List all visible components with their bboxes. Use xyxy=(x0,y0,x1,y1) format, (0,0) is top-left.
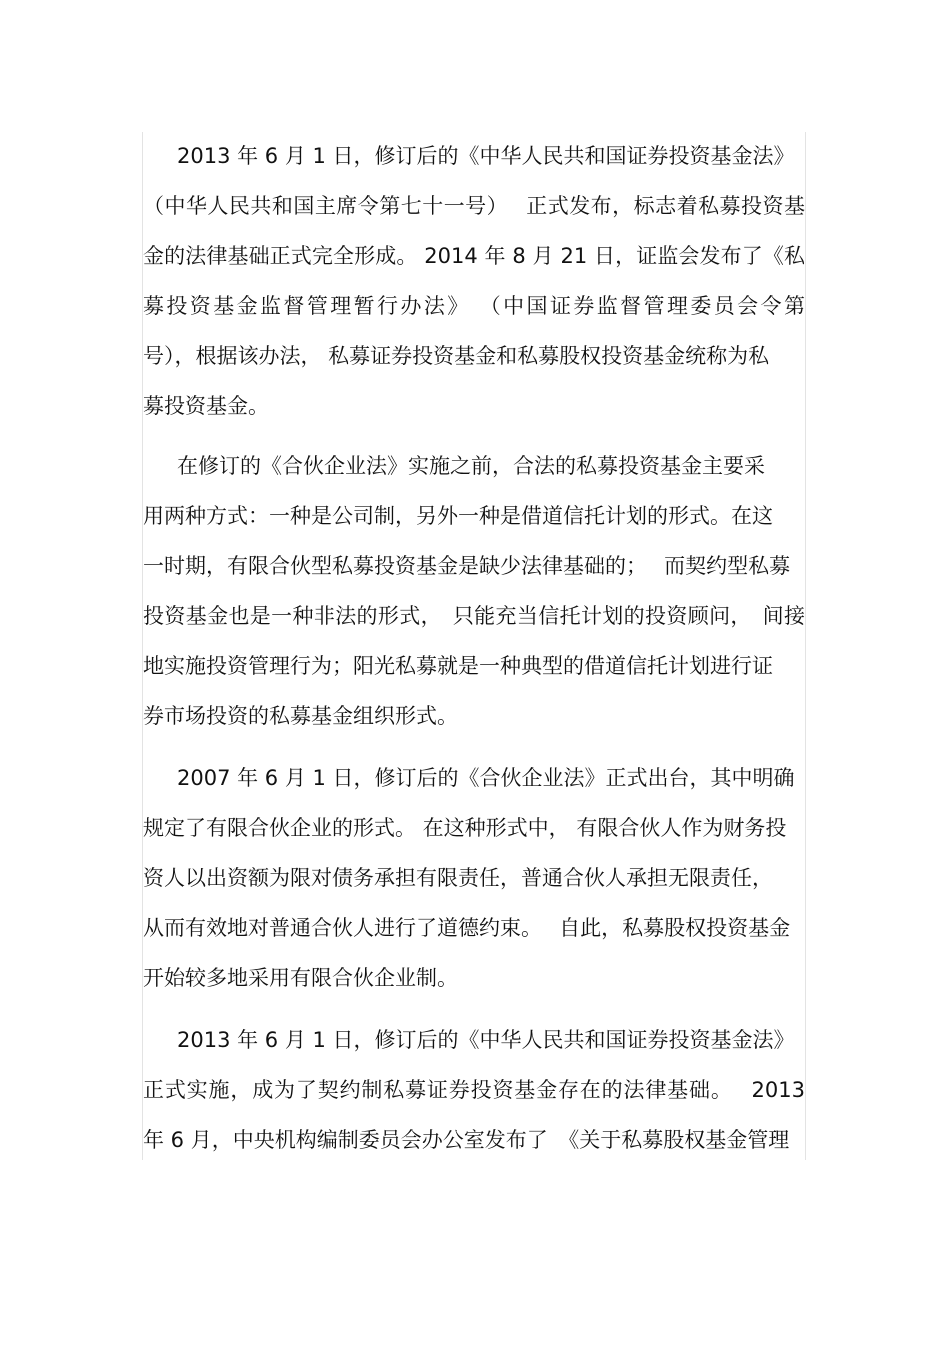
paragraph-2-line-4: 投资基金也是一种非法的形式， 只能充当信托计划的投资顾问， 间接 xyxy=(143,604,805,628)
paragraph-3-line-1: 2007 年 6 月 1 日，修订后的《合伙企业法》正式出台，其中明确 xyxy=(177,766,795,790)
paragraph-3-line-5: 开始较多地采用有限合伙企业制。 xyxy=(143,966,458,990)
paragraph-2-line-1: 在修订的《合伙企业法》实施之前，合法的私募投资基金主要采 xyxy=(177,454,765,478)
paragraph-2-line-6: 券市场投资的私募基金组织形式。 xyxy=(143,704,458,728)
paragraph-3-line-4: 从而有效地对普通合伙人进行了道德约束。 自此，私募股权投资基金 xyxy=(143,916,791,940)
paragraph-1-line-1: 2013 年 6 月 1 日，修订后的《中华人民共和国证券投资基金法》 xyxy=(177,144,795,168)
paragraph-1-line-5: 号），根据该办法， 私募证券投资基金和私募股权投资基金统称为私 xyxy=(143,344,770,368)
paragraph-4-line-2: 正式实施，成为了契约制私募证券投资基金存在的法律基础。 2013 xyxy=(143,1078,805,1102)
paragraph-2-line-3: 一时期，有限合伙型私募投资基金是缺少法律基础的； 而契约型私募 xyxy=(143,554,791,578)
paragraph-1-line-4: 募投资基金监督管理暂行办法》 （中国证券监督管理委员会令第 xyxy=(143,294,805,318)
paragraph-1-line-6: 募投资基金。 xyxy=(143,394,269,418)
paragraph-2-line-2: 用两种方式：一种是公司制，另外一种是借道信托计划的形式。在这 xyxy=(143,504,773,528)
paragraph-4-line-3: 年 6 月，中央机构编制委员会办公室发布了 《关于私募股权基金管理 xyxy=(143,1128,790,1152)
paragraph-1-line-2: （中华人民共和国主席令第七十一号） 正式发布，标志着私募投资基 xyxy=(143,194,805,218)
paragraph-4-line-1: 2013 年 6 月 1 日，修订后的《中华人民共和国证券投资基金法》 xyxy=(177,1028,795,1052)
paragraph-1-line-3: 金的法律基础正式完全形成。 2014 年 8 月 21 日，证监会发布了《私 xyxy=(143,244,805,268)
paragraph-3-line-3: 资人以出资额为限对债务承担有限责任，普通合伙人承担无限责任， xyxy=(143,866,773,890)
paragraph-2-line-5: 地实施投资管理行为；阳光私募就是一种典型的借道信托计划进行证 xyxy=(143,654,773,678)
right-margin-rule xyxy=(805,132,806,1160)
paragraph-3-line-2: 规定了有限合伙企业的形式。 在这种形式中， 有限合伙人作为财务投 xyxy=(143,816,787,840)
